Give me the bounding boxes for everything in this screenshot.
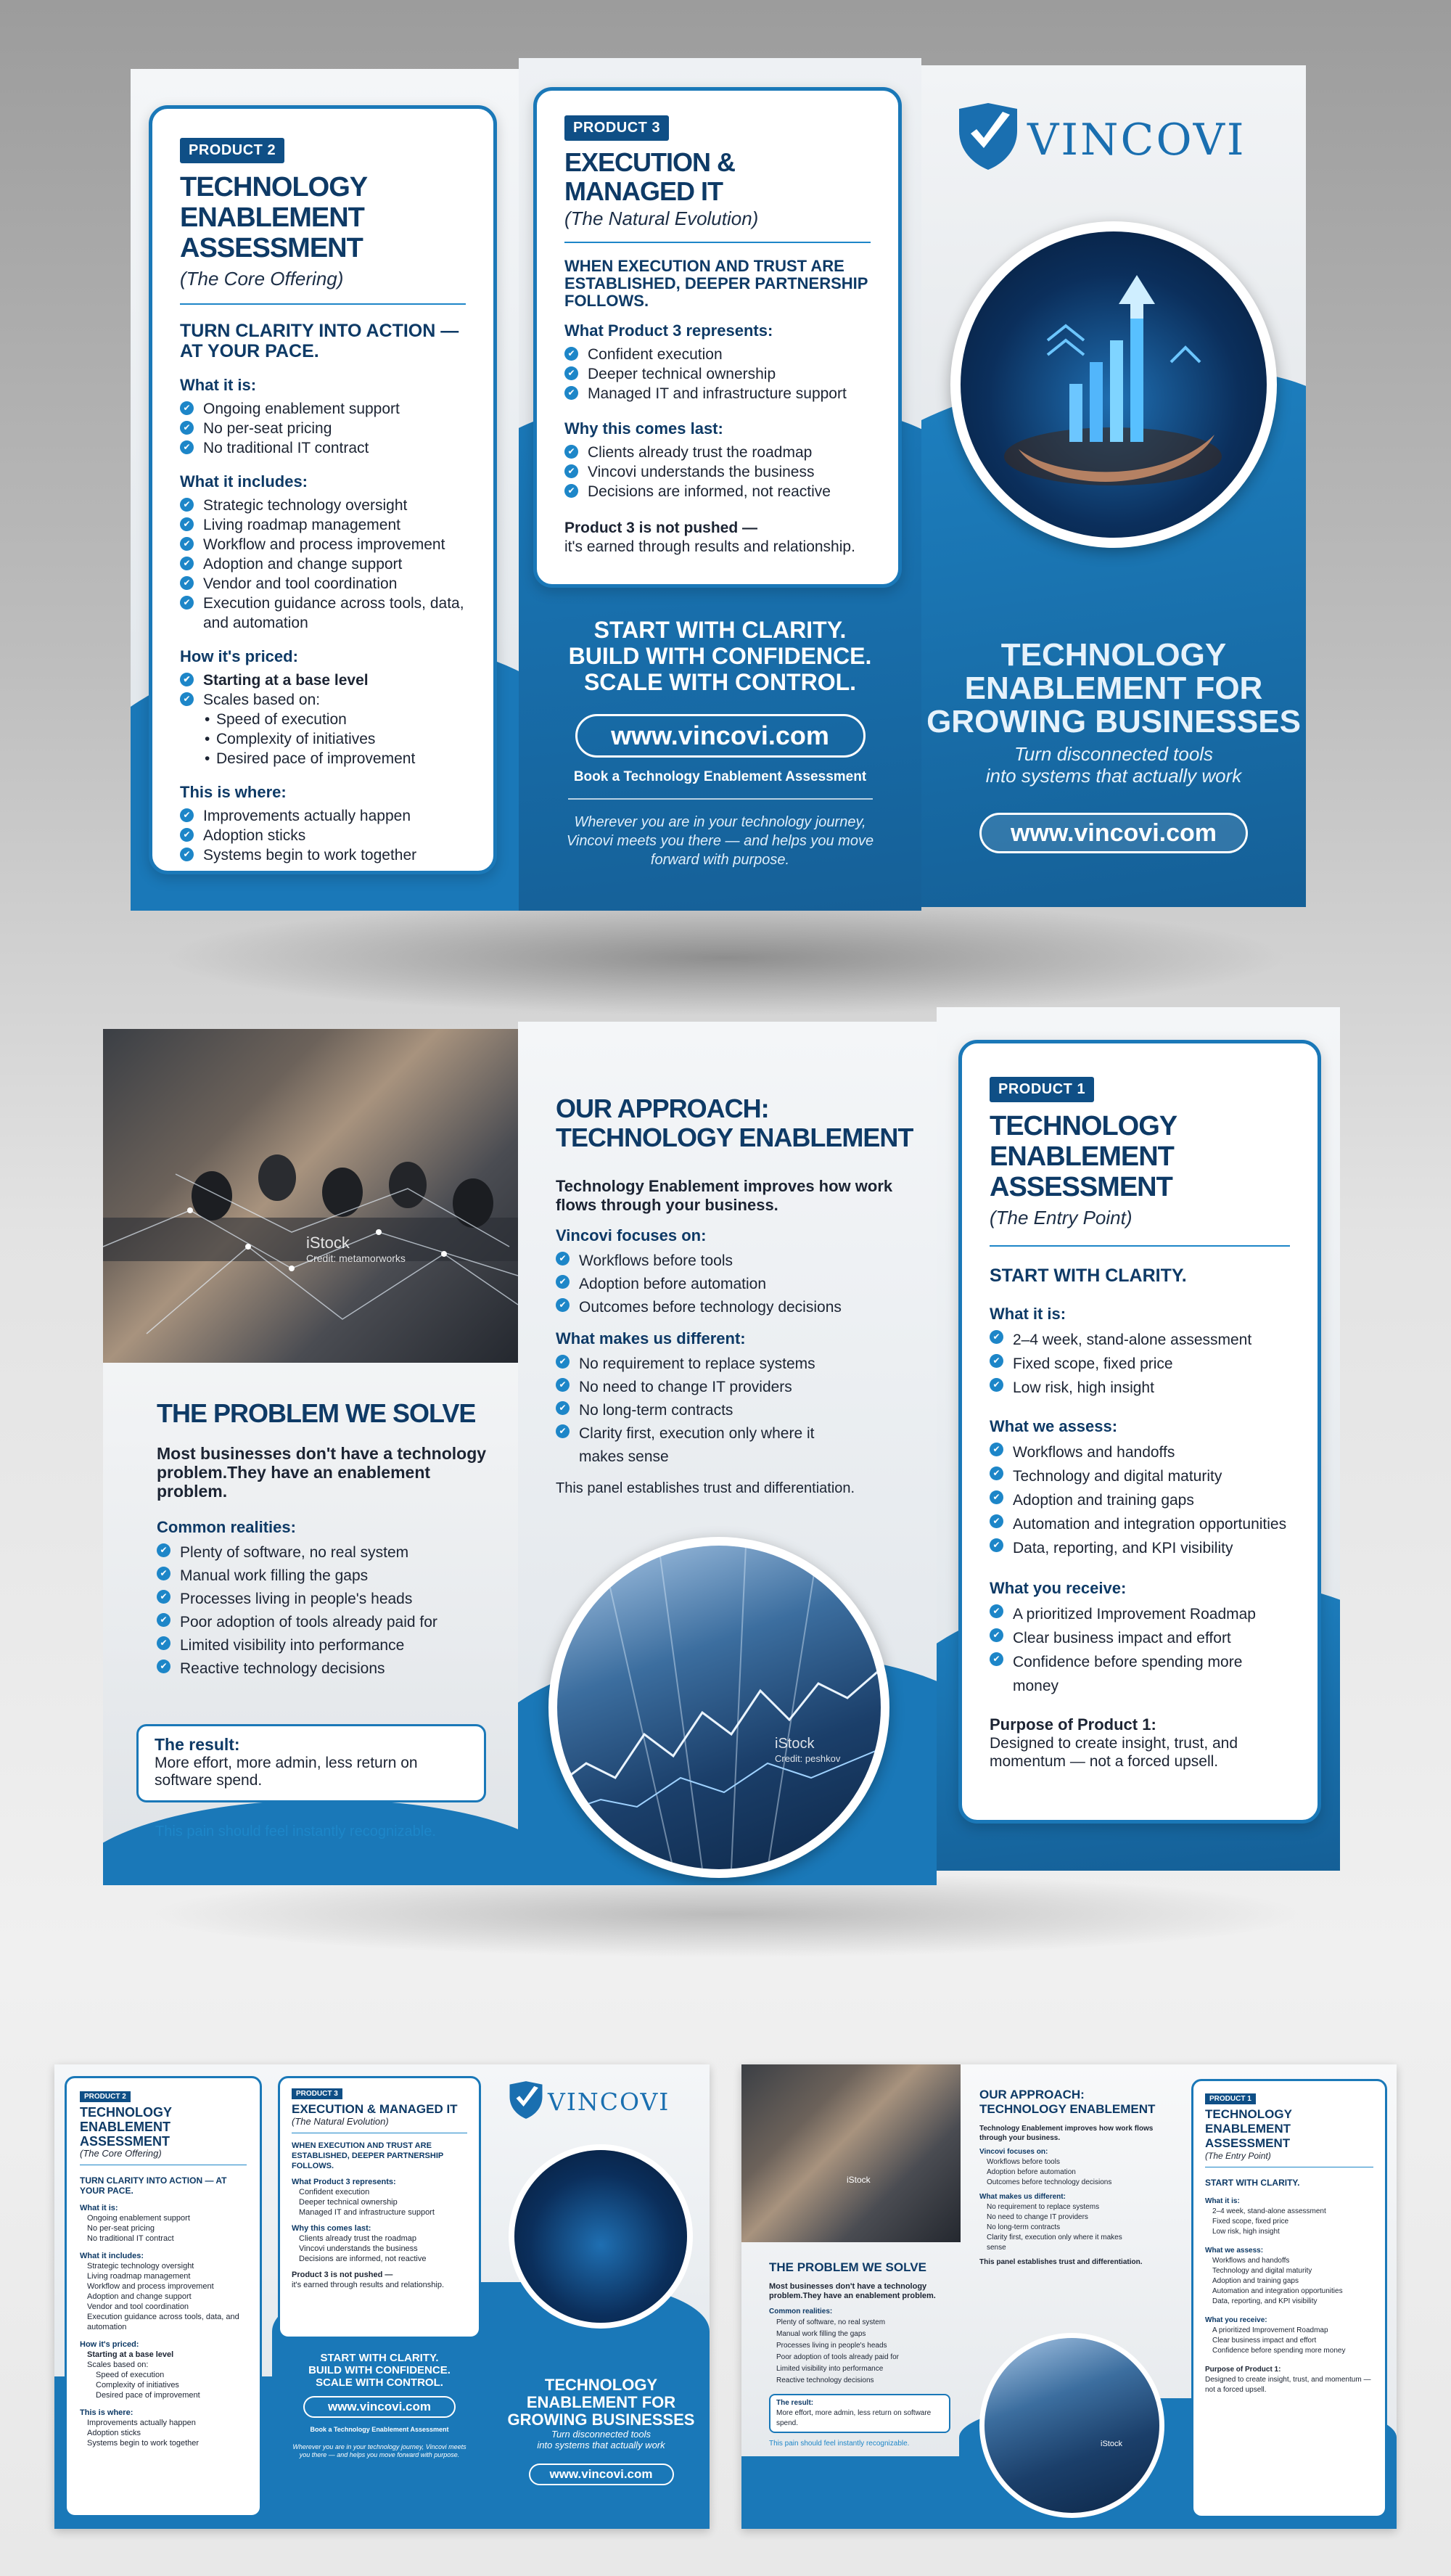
mini-product1-card [1191, 2079, 1387, 2518]
receive-label: What you receive: [1205, 2316, 1267, 2324]
photo-credit: Credit: metamorworks [306, 1252, 406, 1264]
receive-list [990, 1602, 1290, 1698]
list-item: ✔ Automation and integration opportunities [990, 1512, 1290, 1536]
panel-approach [518, 1022, 937, 1885]
list-item: • Desired pace of improvement [205, 749, 466, 768]
photo-watermark: iStock [306, 1234, 350, 1252]
panel-cover [921, 65, 1306, 907]
list-item: ✔ Clear business impact and effort [990, 1626, 1290, 1650]
vincovi-logo [955, 102, 1288, 174]
focus-label: Vincovi focuses on: [556, 1226, 707, 1244]
includes-list [180, 496, 466, 633]
list-item: A prioritized Improvement Roadmap [1212, 2326, 1328, 2334]
list-item: ✔ Deeper technical ownership [564, 364, 871, 384]
hero-circle [950, 221, 1277, 548]
product3-subtitle: (The Natural Evolution) [292, 2116, 389, 2127]
panel-product2 [131, 69, 519, 911]
panel-problem [103, 1029, 518, 1885]
list-item: ✔ Starting at a base level [180, 670, 466, 690]
list-item: Outcomes before technology decisions [987, 2178, 1112, 2186]
receive-label: What you receive: [990, 1579, 1127, 1597]
list-item: ✔ 2–4 week, stand-alone assessment [990, 1328, 1290, 1352]
closing-text: Wherever you are in your technology journey, Vincovi meets you there — and helps you move forward with purpose. [566, 814, 874, 868]
list-item: ✔ Workflows before tools [556, 1250, 918, 1273]
approach-note: This panel establishes trust and differentiation. [979, 2258, 1143, 2266]
focus-list [556, 1250, 918, 1319]
list-item: Strategic technology oversight [87, 2262, 194, 2271]
cta-line1: START WITH CLARITY. [593, 617, 847, 643]
approach-note: This panel establishes trust and differentiation. [556, 1480, 855, 1496]
list-item: ✔ No need to change IT providers [556, 1376, 918, 1399]
product2-title: TECHNOLOGY ENABLEMENT ASSESSMENT [80, 2105, 172, 2149]
hero-circle [509, 2144, 693, 2329]
product1-tag: PRODUCT 1 [990, 1077, 1094, 1102]
assess-label: What we assess: [1205, 2247, 1264, 2255]
where-label: This is where: [80, 2408, 133, 2417]
meeting-photo [741, 2064, 961, 2242]
purpose-label: Purpose of Product 1: [1205, 2366, 1281, 2374]
cover-tagline-line2: into systems that actually work [985, 765, 1242, 787]
list-item: Decisions are informed, not reactive [299, 2255, 427, 2263]
list-item: Ongoing enablement support [87, 2214, 190, 2223]
list-item: ✔ Low risk, high insight [990, 1376, 1290, 1400]
growth-hand-image [961, 231, 1267, 538]
list-item: Workflow and process improvement [87, 2282, 214, 2291]
product1-subtitle: (The Entry Point) [1205, 2151, 1271, 2161]
list-item: ✔ No per-seat pricing [180, 419, 466, 438]
result-text: More effort, more admin, less return on software spend. [776, 2409, 932, 2427]
list-item: Complexity of initiatives [96, 2381, 179, 2390]
list-item: ✔ Outcomes before technology decisions [556, 1296, 918, 1319]
list-item: Automation and integration opportunities [1212, 2287, 1343, 2295]
book-assessment-link[interactable]: Book a Technology Enablement Assessment [573, 769, 867, 784]
skyscraper-image [985, 2338, 1159, 2513]
approach-title-line2: TECHNOLOGY ENABLEMENT [979, 2102, 1156, 2116]
city-circle [979, 2333, 1164, 2518]
assess-label: What we assess: [990, 1417, 1118, 1435]
what-it-is-label: What it is: [990, 1305, 1066, 1323]
photo-watermark: iStock [775, 1736, 815, 1752]
scales-list [205, 710, 466, 768]
cta-line1: START WITH CLARITY. [320, 2352, 439, 2364]
represents-list [564, 345, 871, 403]
mini-cta [278, 2352, 481, 2459]
list-item: Limited visibility into performance [776, 2365, 884, 2373]
product2-title: TECHNOLOGY ENABLEMENT ASSESSMENT [180, 172, 367, 263]
cta-line3: SCALE WITH CONTROL. [583, 669, 857, 695]
includes-label: What it includes: [180, 472, 308, 491]
product2-headline: TURN CLARITY INTO ACTION — AT YOUR PACE. [180, 321, 459, 361]
list-item: Low risk, high insight [1212, 2228, 1280, 2236]
list-item: ✔ Confidence before spending more money [990, 1650, 1290, 1698]
list-item: ✔ No requirement to replace systems [556, 1353, 918, 1376]
list-item: ✔ Adoption before automation [556, 1273, 918, 1296]
brochure-outside [131, 58, 1306, 911]
includes-label: What it includes: [80, 2252, 144, 2260]
website-button[interactable]: www.vincovi.com [575, 714, 866, 758]
list-item: Scales based on: [87, 2360, 149, 2369]
list-item: ✔ Vendor and tool coordination [180, 574, 466, 594]
list-item: ✔ Systems begin to work together [180, 845, 466, 865]
list-item: ✔ Execution guidance across tools, data, and automation [180, 594, 466, 633]
product1-card [958, 1040, 1321, 1824]
list-item: • Speed of execution [205, 710, 466, 729]
why-label: Why this comes last: [292, 2224, 371, 2233]
list-item: 2–4 week, stand-alone assessment [1212, 2207, 1326, 2215]
list-item: Data, reporting, and KPI visibility [1212, 2297, 1318, 2305]
list-item: ✔ A prioritized Improvement Roadmap [990, 1602, 1290, 1626]
product1-headline: START WITH CLARITY. [1205, 2178, 1300, 2188]
website-button[interactable]: www.vincovi.com [979, 813, 1248, 853]
cover-title-line2: ENABLEMENT FOR [964, 670, 1263, 706]
divider [180, 303, 466, 305]
closing-text: Wherever you are in your technology journey, Vincovi meets you there — and helps you move forward with purpose. [292, 2443, 466, 2458]
cover-title-line3: GROWING BUSINESSES [507, 2411, 695, 2429]
list-item: Workflows and handoffs [1212, 2257, 1290, 2265]
list-item: Speed of execution [96, 2371, 165, 2379]
list-item: Technology and digital maturity [1212, 2267, 1312, 2275]
earned-text: it's earned through results and relationship. [292, 2281, 445, 2289]
mini-cover [493, 2064, 710, 2529]
assess-list [990, 1440, 1290, 1560]
cta-block [519, 617, 921, 869]
represents-label: What Product 3 represents: [292, 2178, 396, 2186]
result-box [769, 2394, 950, 2433]
list-item: ✔ Confident execution [564, 345, 871, 364]
list-item: Improvements actually happen [87, 2419, 196, 2427]
product2-subtitle: (The Core Offering) [180, 268, 344, 290]
shadow [160, 900, 1291, 1016]
list-item: ✔ Clients already trust the roadmap [564, 443, 871, 462]
shield-check-icon [507, 2080, 545, 2120]
city-circle [548, 1537, 889, 1878]
product1-tag: PRODUCT 1 [1205, 2093, 1256, 2104]
not-pushed: Product 3 is not pushed — [564, 520, 758, 536]
realities-list [157, 1541, 490, 1681]
list-item: ✔ No long-term contracts [556, 1399, 918, 1422]
list-item: Living roadmap management [87, 2272, 191, 2281]
list-item: Clients already trust the roadmap [299, 2234, 417, 2243]
mini-problem [769, 2260, 950, 2449]
product2-tag: PRODUCT 2 [80, 2091, 131, 2102]
list-item: Vincovi understands the business [299, 2244, 418, 2253]
list-item: ✔ Scales based on: [180, 690, 466, 710]
product3-subtitle: (The Natural Evolution) [564, 208, 759, 229]
approach-title-line1: OUR APPROACH: [979, 2088, 1085, 2101]
list-item: Adoption before automation [987, 2168, 1076, 2176]
mini-product2-card [65, 2076, 262, 2517]
photo-credit: Credit: peshkov [775, 1753, 841, 1764]
what-it-is-label: What it is: [1205, 2197, 1240, 2205]
product3-title: EXECUTION & MANAGED IT [292, 2102, 458, 2116]
list-item: ✔ Adoption and change support [180, 554, 466, 574]
skyscraper-image [557, 1546, 881, 1869]
product3-title: EXECUTION & MANAGED IT [564, 147, 736, 206]
list-item: Adoption and change support [87, 2292, 192, 2301]
list-item: Confidence before spending more money [1212, 2347, 1346, 2355]
logo-wordmark: VINCOVI [548, 2088, 670, 2116]
list-item: Plenty of software, no real system [776, 2318, 886, 2326]
list-item: ✔ Processes living in people's heads [157, 1588, 490, 1611]
list-item: Adoption and training gaps [1212, 2277, 1299, 2285]
product3-headline: WHEN EXECUTION AND TRUST ARE ESTABLISHED, DEEPER PARTNERSHIP FOLLOWS. [292, 2141, 444, 2170]
list-item: ✔ Fixed scope, fixed price [990, 1352, 1290, 1376]
approach-lead: Technology Enablement improves how work flows through your business. [556, 1177, 893, 1214]
meeting-photo [103, 1029, 518, 1363]
result-text: More effort, more admin, less return on software spend. [155, 1755, 418, 1789]
list-item: Poor adoption of tools already paid for [776, 2353, 899, 2361]
what-it-is-list [180, 399, 466, 458]
list-item: No requirement to replace systems [987, 2203, 1100, 2211]
list-item: ✔ Limited visibility into performance [157, 1634, 490, 1657]
priced-list [180, 670, 466, 710]
list-item: Fixed scope, fixed price [1212, 2218, 1289, 2226]
product3-tag: PRODUCT 3 [564, 115, 669, 141]
list-item: Starting at a base level [87, 2350, 174, 2359]
list-item: Vendor and tool coordination [87, 2302, 189, 2311]
list-item: Deeper technical ownership [299, 2198, 398, 2207]
book-assessment-link[interactable]: Book a Technology Enablement Assessment [310, 2426, 449, 2433]
where-list [180, 806, 466, 865]
divider [568, 798, 873, 800]
panel-product1 [937, 1007, 1340, 1871]
mini-approach [979, 2088, 1175, 2268]
list-item: ✔ Clarity first, execution only where it makes sense [556, 1422, 860, 1469]
cta-line3: SCALE WITH CONTROL. [316, 2376, 443, 2389]
cta-line2: BUILD WITH CONFIDENCE. [568, 643, 872, 669]
priced-label: How it's priced: [180, 647, 298, 665]
result-label: The result: [776, 2399, 814, 2407]
approach-content [556, 1094, 918, 1498]
website-button[interactable]: www.vincovi.com [303, 2396, 456, 2418]
approach-title-line1: OUR APPROACH: [556, 1094, 769, 1123]
purpose-label: Purpose of Product 1: [990, 1715, 1156, 1734]
cover-tagline-line1: Turn disconnected tools [1014, 743, 1214, 765]
list-item: Workflows before tools [987, 2158, 1060, 2166]
brochure-inside [103, 1022, 1340, 1892]
list-item: ✔ No traditional IT contract [180, 438, 466, 458]
problem-note: This pain should feel instantly recognizable. [155, 1824, 436, 1839]
list-item: No traditional IT contract [87, 2234, 174, 2243]
problem-title: THE PROBLEM WE SOLVE [157, 1398, 476, 1428]
problem-lead: Most businesses don't have a technology problem.They have an enablement problem. [769, 2282, 936, 2300]
photo-watermark: iStock [847, 2175, 871, 2185]
list-item: ✔ Manual work filling the gaps [157, 1564, 490, 1588]
represents-label: What Product 3 represents: [564, 321, 773, 340]
list-item: ✔ Workflows and handoffs [990, 1440, 1290, 1464]
not-pushed: Product 3 is not pushed — [292, 2271, 393, 2279]
finance-chart-icon [557, 1546, 881, 1869]
list-item: ✔ Reactive technology decisions [157, 1657, 490, 1681]
list-item: Processes living in people's heads [776, 2342, 887, 2350]
list-item: • Complexity of initiatives [205, 729, 466, 749]
list-item: ✔ Decisions are informed, not reactive [564, 482, 871, 501]
mini-product3-card [278, 2076, 481, 2339]
purpose-text: Designed to create insight, trust, and momentum — not a forced upsell. [990, 1735, 1238, 1770]
list-item: Systems begin to work together [87, 2439, 200, 2448]
different-label: What makes us different: [556, 1329, 746, 1348]
focus-label: Vincovi focuses on: [979, 2148, 1048, 2156]
product2-tag: PRODUCT 2 [180, 138, 284, 163]
problem-lead: Most businesses don't have a technology problem.They have an enablement problem. [157, 1444, 487, 1501]
approach-lead: Technology Enablement improves how work flows through your business. [979, 2125, 1154, 2142]
list-item: Clear business impact and effort [1212, 2337, 1317, 2345]
problem-title: THE PROBLEM WE SOLVE [769, 2260, 926, 2274]
problem-note: This pain should feel instantly recognizable. [769, 2440, 910, 2448]
result-label: The result: [155, 1735, 240, 1754]
list-item: ✔ Adoption and training gaps [990, 1488, 1290, 1512]
priced-label: How it's priced: [80, 2340, 139, 2349]
product1-subtitle: (The Entry Point) [990, 1207, 1133, 1228]
list-item: No need to change IT providers [987, 2213, 1088, 2221]
realities-label: Common realities: [769, 2308, 833, 2315]
cover-title-line1: TECHNOLOGY [544, 2376, 658, 2394]
vincovi-logo [507, 2080, 696, 2124]
growth-hand-image [514, 2150, 687, 2323]
divider [564, 242, 871, 243]
product1-title: TECHNOLOGY ENABLEMENT ASSESSMENT [1205, 2107, 1292, 2150]
cover-title-line2: ENABLEMENT FOR [526, 2393, 676, 2411]
list-item: ✔ Vincovi understands the business [564, 462, 871, 482]
product3-headline: WHEN EXECUTION AND TRUST ARE ESTABLISHED, DEEPER PARTNERSHIP FOLLOWS. [564, 257, 868, 310]
product2-headline: TURN CLARITY INTO ACTION — AT YOUR PACE. [80, 2175, 227, 2196]
cover-title [921, 639, 1306, 853]
problem-content [157, 1399, 490, 1681]
cover-tagline-line1: Turn disconnected tools [551, 2429, 651, 2440]
list-item: Execution guidance across tools, data, and automation [87, 2313, 239, 2331]
divider [990, 1245, 1290, 1247]
list-item: ✔ Workflow and process improvement [180, 535, 466, 554]
thumbnail-outside [54, 2064, 710, 2529]
different-list [556, 1353, 918, 1469]
what-it-is-label: What it is: [80, 2204, 118, 2212]
list-item: Confident execution [299, 2188, 370, 2196]
product2-subtitle: (The Core Offering) [80, 2148, 162, 2159]
realities-label: Common realities: [157, 1518, 296, 1536]
list-item: ✔ Living roadmap management [180, 515, 466, 535]
website-button[interactable]: www.vincovi.com [529, 2464, 674, 2485]
list-item: ✔ Plenty of software, no real system [157, 1541, 490, 1564]
cover-title-line1: TECHNOLOGY [1000, 637, 1227, 673]
cover-title-line3: GROWING BUSINESSES [926, 704, 1301, 739]
logo-wordmark: VINCOVI [1027, 115, 1246, 165]
list-item: Reactive technology decisions [776, 2376, 874, 2384]
list-item: ✔ Improvements actually happen [180, 806, 466, 826]
network-lines [103, 1029, 518, 1363]
list-item: Managed IT and infrastructure support [299, 2208, 435, 2217]
where-label: This is where: [180, 783, 287, 801]
why-label: Why this comes last: [564, 419, 723, 438]
purpose-text: Designed to create insight, trust, and momentum — not a forced upsell. [1205, 2376, 1371, 2394]
list-item: No long-term contracts [987, 2223, 1061, 2231]
list-item: ✔ Ongoing enablement support [180, 399, 466, 419]
list-item: Manual work filling the gaps [776, 2330, 866, 2338]
product1-headline: START WITH CLARITY. [990, 1266, 1187, 1286]
list-item: ✔ Adoption sticks [180, 826, 466, 845]
different-label: What makes us different: [979, 2193, 1066, 2201]
why-list [564, 443, 871, 501]
cover-title [493, 2376, 710, 2485]
what-it-is-label: What it is: [180, 376, 257, 394]
thumbnail-inside [741, 2064, 1397, 2529]
what-it-is-list [990, 1328, 1290, 1400]
list-item: ✔ Poor adoption of tools already paid for [157, 1611, 490, 1634]
product3-tag: PRODUCT 3 [292, 2088, 342, 2099]
list-item: ✔ Strategic technology oversight [180, 496, 466, 515]
photo-watermark: iStock [1101, 2440, 1122, 2448]
product2-card [149, 105, 497, 874]
growth-chart-icon [961, 231, 1267, 538]
list-item: ✔ Technology and digital maturity [990, 1464, 1290, 1488]
panel-product3 [519, 58, 921, 911]
list-item: No per-seat pricing [87, 2224, 155, 2233]
earned-text: it's earned through results and relationship. [564, 538, 855, 555]
shield-check-icon [955, 102, 1022, 171]
list-item: ✔ Managed IT and infrastructure support [564, 384, 871, 403]
list-item: Adoption sticks [87, 2429, 141, 2437]
list-item: Clarity first, execution only where it makes sense [987, 2234, 1122, 2252]
list-item: ✔ Data, reporting, and KPI visibility [990, 1536, 1290, 1560]
approach-title-line2: TECHNOLOGY ENABLEMENT [556, 1123, 913, 1152]
product3-card [533, 87, 902, 588]
cta-line2: BUILD WITH CONFIDENCE. [308, 2364, 451, 2376]
result-box [136, 1724, 486, 1802]
cover-tagline-line2: into systems that actually work [537, 2440, 665, 2450]
list-item: Desired pace of improvement [96, 2391, 200, 2400]
product1-title: TECHNOLOGY ENABLEMENT ASSESSMENT [990, 1111, 1177, 1202]
